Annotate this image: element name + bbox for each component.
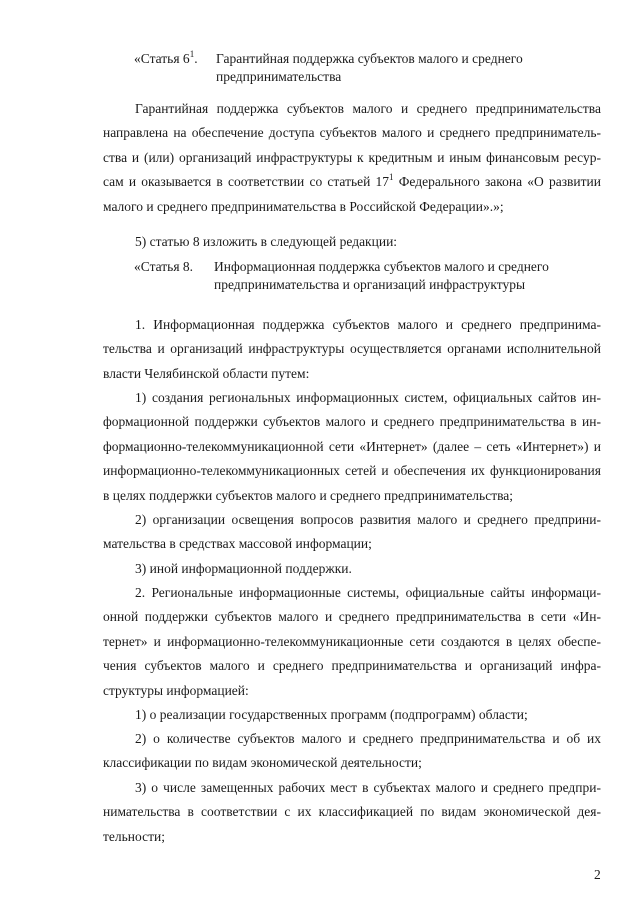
paragraph: 1) создания региональных информационных систем, официальных сайтов ин-формационной поддержки субъектов малого и среднего предпринимательства в ин-формационно-телекоммуникационной сети «Интернет» (далее – сеть «Интернет») и информационно-телекоммуникационных сетей и обеспечения их функционирования в целях поддержки субъектов малого и среднего предпринимательства; — [103, 390, 601, 503]
paragraph: 2) о количестве субъектов малого и среднего предпринимательства и об их классификации по видам экономической деятельности; — [103, 731, 601, 771]
article-8-number: «Статья 8. — [134, 259, 194, 274]
paragraph: Гарантийная поддержка субъектов малого и среднего предпринимательства направлена на обеспечение доступа субъектов малого и среднего предприниматель-ства и (или) организаций инфраструктуры к кредитным и иным финансовым ресур-сам и оказывается в соответствии со статьей $17^1$ Федерального закона «О развитии малого и среднего предпринимательства в Российской Федерации».»; — [103, 101, 601, 214]
page-number: 2 — [594, 867, 601, 882]
paragraph: 2. Региональные информационные системы, официальные сайты информаци-онной поддержки субъектов малого и среднего предпринимательства в сети «Ин-тернет» и информационно-телекоммуникационные сети создаются в целях обеспе-чения субъектов малого и среднего предпринимательства и организаций инфра-структуры информацией: — [103, 585, 601, 698]
article-8-title: Информационная поддержка субъектов малого и среднего предпринимательства и организаций инфраструктуры — [214, 259, 549, 292]
paragraph: 3) о числе замещенных рабочих мест в субъектах малого и среднего предпри-нимательства в соответствии с их классификацией по видам экономической дея-тельности; — [103, 780, 601, 844]
paragraph: 5) статью 8 изложить в следующей редакции: — [135, 234, 398, 249]
paragraph: 3) иной информационной поддержки. — [135, 561, 352, 576]
paragraph: 1) о реализации государственных программ (подпрограмм) области; — [135, 707, 528, 722]
article-6-1-number: «Статья $6^1$. — [134, 48, 198, 66]
paragraph: 1. Информационная поддержка субъектов малого и среднего предпринима-тельства и организаций инфраструктуры осуществляется органами исполнительной власти Челябинской области путем: — [103, 317, 601, 381]
paragraph: 2) организации освещения вопросов развития малого и среднего предприни-мательства в средствах массовой информации; — [103, 512, 601, 552]
article-6-1-title: Гарантийная поддержка субъектов малого и среднего предпринимательства — [216, 51, 523, 84]
